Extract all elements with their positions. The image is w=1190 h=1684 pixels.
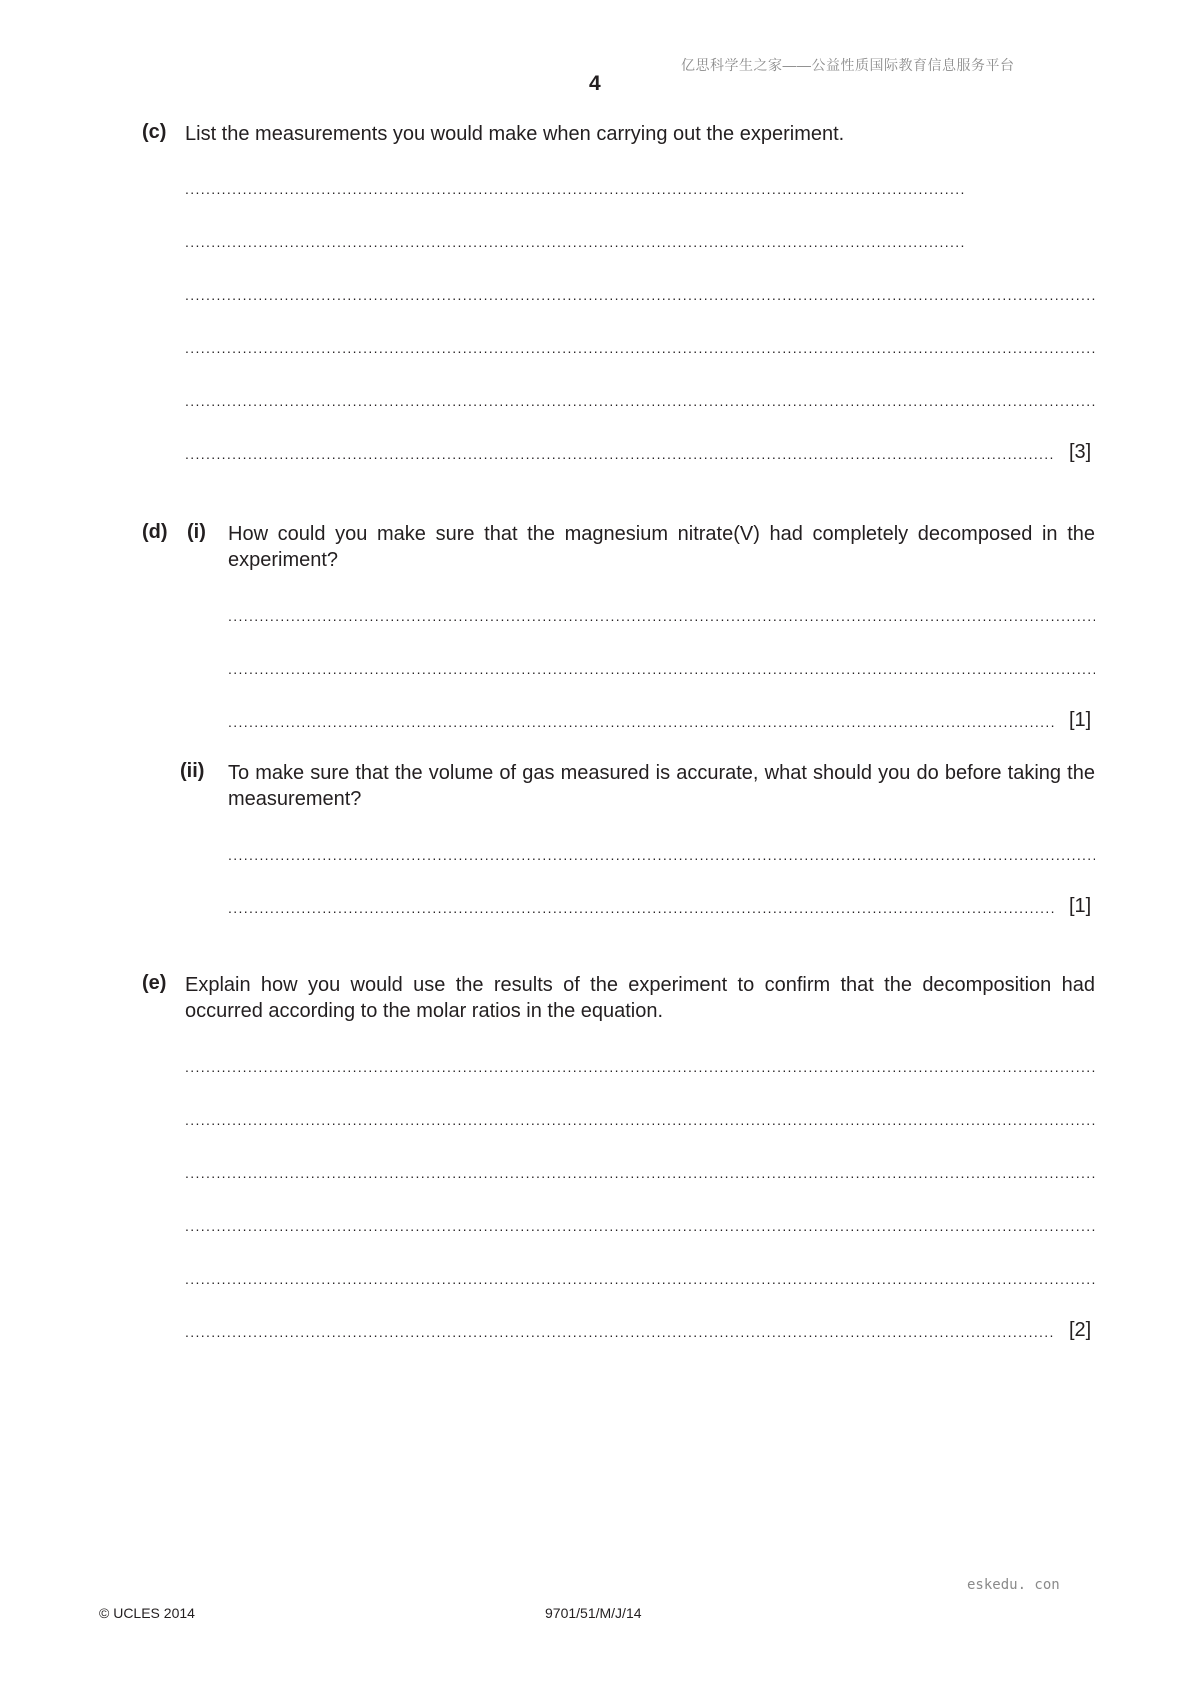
part-d-ii-marks: [1] xyxy=(1069,895,1092,917)
answer-line[interactable] xyxy=(228,709,1055,735)
answer-line[interactable] xyxy=(185,388,1095,414)
part-c-question: List the measurements you would make when carrying out the experiment. xyxy=(185,123,845,145)
answer-line[interactable] xyxy=(185,335,1095,361)
part-d-i-question: How could you make sure that the magnesium nitrate(V) had completely decomposed in the experiment? xyxy=(228,523,1095,571)
answer-line[interactable] xyxy=(185,441,1055,467)
answer-line[interactable] xyxy=(185,176,965,202)
answer-line[interactable] xyxy=(228,603,1095,629)
part-d-ii-label: (ii) xyxy=(180,760,205,782)
part-c-marks: [3] xyxy=(1069,441,1092,463)
answer-line[interactable] xyxy=(185,1054,1095,1080)
part-c-label: (c) xyxy=(142,121,167,143)
answer-line[interactable] xyxy=(185,1319,1055,1345)
part-e-label: (e) xyxy=(142,972,167,994)
answer-line[interactable] xyxy=(185,1213,1095,1239)
answer-line[interactable] xyxy=(228,895,1055,921)
answer-line[interactable] xyxy=(185,282,1095,308)
footer-watermark: eskedu. con xyxy=(967,1577,1060,1593)
part-d-i-marks: [1] xyxy=(1069,709,1092,731)
copyright: © UCLES 2014 xyxy=(99,1605,195,1621)
answer-line[interactable] xyxy=(185,1160,1095,1186)
part-e-marks: [2] xyxy=(1069,1319,1092,1341)
answer-line[interactable] xyxy=(185,1266,1095,1292)
answer-line[interactable] xyxy=(185,1107,1095,1133)
header-watermark: 亿思科学生之家——公益性质国际教育信息服务平台 xyxy=(681,57,1015,73)
answer-line[interactable] xyxy=(185,229,965,255)
part-d-label: (d) xyxy=(142,521,168,543)
part-d-i-label: (i) xyxy=(187,521,206,543)
part-e-question: Explain how you would use the results of the experiment to confirm that the decomposition had occurred according to the molar ratios in the equation. xyxy=(185,974,1095,1022)
paper-code: 9701/51/M/J/14 xyxy=(545,1605,642,1621)
answer-line[interactable] xyxy=(228,656,1095,682)
answer-line[interactable] xyxy=(228,842,1095,868)
part-d-ii-question: To make sure that the volume of gas measured is accurate, what should you do before taking the measurement? xyxy=(228,762,1095,810)
page-number: 4 xyxy=(589,72,601,95)
